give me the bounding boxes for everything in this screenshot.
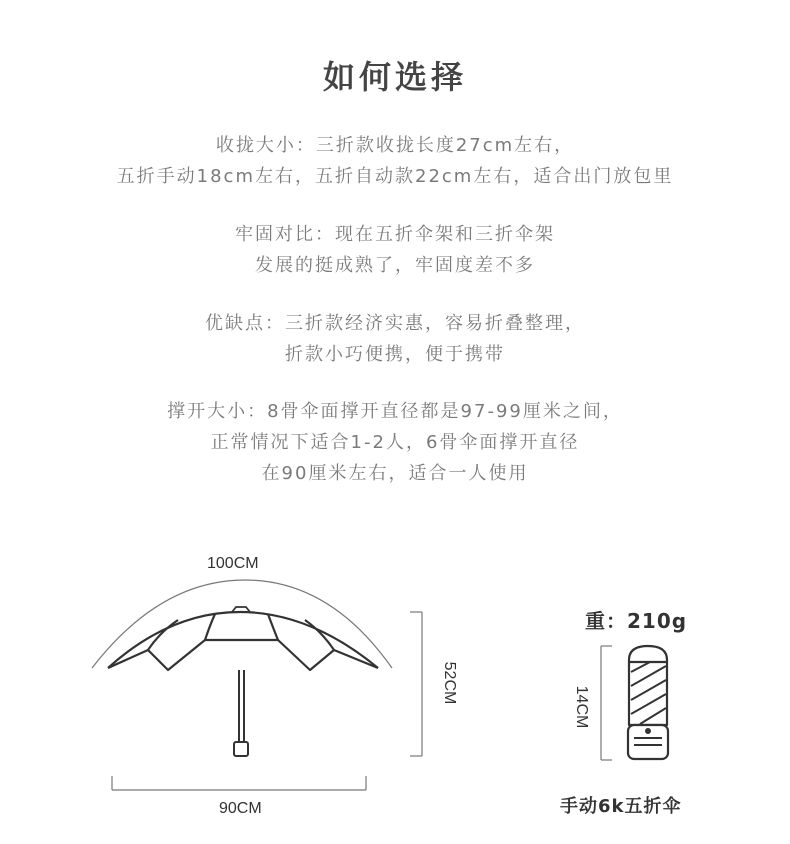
section-line: 折款小巧便携，便于携带 xyxy=(285,344,505,365)
width-label: 90CM xyxy=(219,800,262,817)
open-umbrella-canopy xyxy=(108,607,378,670)
open-umbrella-shaft xyxy=(234,670,248,756)
folded-height-dimension-line xyxy=(601,646,612,760)
section-line: 撑开大小：8骨伞面撑开直径都是97-99厘米之间， xyxy=(167,401,623,422)
arc-length-label: 100CM xyxy=(207,555,259,572)
section-line: 五折手动18cm左右，五折自动款22cm左右，适合出门放包里 xyxy=(116,166,674,187)
folded-umbrella-button xyxy=(645,728,651,734)
section-line: 发展的挺成熟了，牢固度差不多 xyxy=(255,255,535,276)
section-line: 优缺点：三折款经济实惠，容易折叠整理， xyxy=(205,313,585,334)
section-line: 正常情况下适合1-2人，6骨伞面撑开直径 xyxy=(210,432,580,453)
height-dimension-line xyxy=(410,612,422,756)
page-title: 如何选择 xyxy=(322,58,467,96)
section-line: 牢固对比：现在五折伞架和三折伞架 xyxy=(235,224,555,245)
height-label: 52CM xyxy=(441,661,458,705)
weight-label: 重：210g xyxy=(585,609,688,633)
width-dimension-line xyxy=(112,776,366,790)
section-line: 收拢大小：三折款收拢长度27cm左右， xyxy=(215,135,575,156)
section-line: 在90厘米左右，适合一人使用 xyxy=(261,463,529,484)
folded-height-label: 14CM xyxy=(573,685,590,729)
folded-umbrella-caption: 手动6k五折伞 xyxy=(560,796,682,817)
